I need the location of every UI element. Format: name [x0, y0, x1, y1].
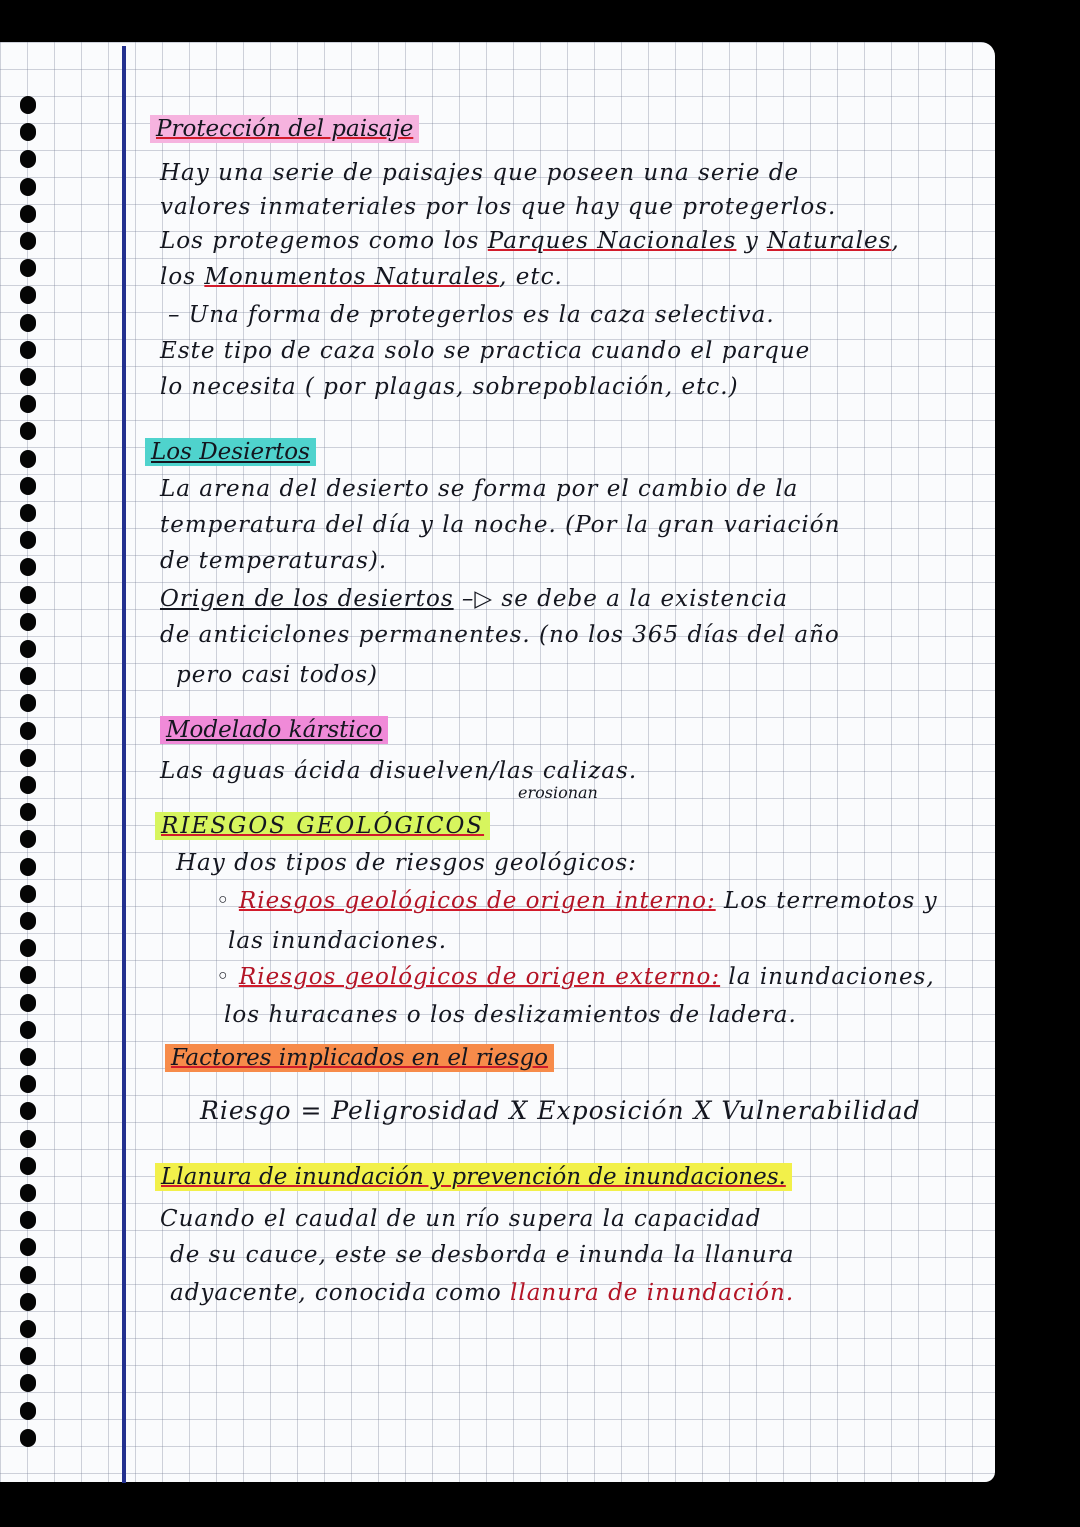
formula-riesgo: Riesgo = Peligrosidad X Exposición X Vulnerabilidad [200, 1096, 921, 1125]
s3-line-1: Las aguas ácida disuelven/las calizas. [160, 758, 638, 784]
margin-line [122, 46, 126, 1484]
spiral-hole [20, 1184, 36, 1202]
llanura-de-inundacion: llanura de inundación [510, 1280, 786, 1306]
spiral-hole [20, 314, 36, 332]
spiral-hole [20, 1157, 36, 1175]
spiral-hole [20, 1374, 36, 1392]
text: la inundaciones, [720, 964, 935, 990]
spiral-hole [20, 1429, 36, 1447]
spiral-hole [20, 803, 36, 821]
spiral-hole [20, 395, 36, 413]
s2-line-3: de temperaturas). [160, 548, 388, 574]
s1-line-6: Este tipo de caza solo se practica cuando el parque [160, 338, 811, 364]
spiral-hole [20, 667, 36, 685]
origen-desiertos: Origen de los desiertos [160, 586, 454, 612]
spiral-hole [20, 749, 36, 767]
text: Los protegemos como los [160, 228, 488, 254]
spiral-hole [20, 450, 36, 468]
bullet-icon: ◦ [216, 964, 239, 990]
spiral-hole [20, 885, 36, 903]
spiral-hole [20, 1238, 36, 1256]
s1-line-5: – Una forma de protegerlos es la caza selectiva. [168, 302, 775, 328]
heading-llanura-inundacion [155, 1163, 792, 1191]
text: , etc. [499, 264, 563, 290]
s1-line-4 [160, 262, 563, 292]
spiral-hole [20, 1021, 36, 1039]
text: , [891, 228, 900, 254]
parques-nacionales: Parques Nacionales [487, 228, 737, 254]
spiral-hole [20, 994, 36, 1012]
heading-factores [165, 1044, 554, 1072]
heading-modelado-karstico [160, 716, 388, 744]
s1-line-3 [160, 226, 900, 256]
riesgo-interno: Riesgos geológicos de origen interno: [238, 888, 716, 914]
s2-line-5: de anticiclones permanentes. (no los 365 días del año [160, 622, 840, 648]
heading-text: Modelado kárstico [166, 717, 383, 743]
heading-text: RIESGOS GEOLÓGICOS [161, 813, 485, 839]
spiral-hole [20, 1402, 36, 1420]
text: los [160, 264, 205, 290]
s4-bullet-2 [216, 962, 935, 992]
heading-text: Factores implicados en el riesgo [171, 1045, 549, 1071]
spiral-hole [20, 531, 36, 549]
spiral-hole [20, 123, 36, 141]
heading-text: Protección del paisaje [156, 116, 414, 142]
s3-note-erosionan: erosionan [518, 783, 598, 802]
text: –▷ se debe a la existencia [453, 586, 788, 612]
s1-line-1: Hay una serie de paisajes que poseen una serie de [160, 160, 800, 186]
spiral-hole [20, 640, 36, 658]
spiral-hole [20, 477, 36, 495]
spiral-hole [20, 341, 36, 359]
spiral-hole [20, 286, 36, 304]
text: . [785, 1280, 795, 1306]
text: y [736, 228, 768, 254]
heading-riesgos-geologicos [155, 812, 490, 840]
spiral-hole [20, 178, 36, 196]
spiral-hole [20, 586, 36, 604]
spiral-hole [20, 259, 36, 277]
s2-line-6: pero casi todos) [176, 662, 378, 688]
s4-bullet-1 [216, 886, 938, 916]
spiral-hole [20, 422, 36, 440]
background-band [0, 1483, 1080, 1527]
naturales: Naturales [767, 228, 892, 254]
spiral-hole [20, 504, 36, 522]
spiral-hole [20, 858, 36, 876]
s2-line-2: temperatura del día y la noche. (Por la gran variación [160, 512, 841, 538]
s2-line-1: La arena del desierto se forma por el cambio de la [160, 476, 799, 502]
s2-line-4 [160, 584, 788, 614]
s4-line-1: Hay dos tipos de riesgos geológicos: [176, 850, 637, 876]
s6-line-3 [170, 1278, 794, 1308]
s6-line-2: de su cauce, este se desborda e inunda la llanura [170, 1242, 795, 1268]
spiral-hole [20, 1293, 36, 1311]
spiral-hole [20, 1048, 36, 1066]
spiral-hole [20, 966, 36, 984]
spiral-hole [20, 830, 36, 848]
spiral-hole [20, 368, 36, 386]
spiral-hole [20, 776, 36, 794]
s1-line-7: lo necesita ( por plagas, sobrepoblación, etc.) [160, 374, 739, 400]
s1-line-2: valores inmateriales por los que hay que protegerlos. [160, 194, 837, 220]
spiral-hole [20, 912, 36, 930]
spiral-hole [20, 1102, 36, 1120]
spiral-hole [20, 1320, 36, 1338]
spiral-hole [20, 1266, 36, 1284]
spiral-hole [20, 205, 36, 223]
spiral-hole [20, 1130, 36, 1148]
spiral-hole [20, 694, 36, 712]
heading-text: Los Desiertos [151, 439, 310, 465]
bullet-icon: ◦ [216, 888, 239, 914]
monumentos-naturales: Monumentos Naturales [204, 264, 500, 290]
spiral-hole [20, 232, 36, 250]
spiral-hole [20, 96, 36, 114]
spiral-hole [20, 1347, 36, 1365]
text: adyacente, conocida como [170, 1280, 510, 1306]
spiral-holes [0, 96, 40, 1486]
s4-bullet-1-cont: las inundaciones. [228, 928, 448, 954]
s6-line-1: Cuando el caudal de un río supera la capacidad [160, 1206, 762, 1232]
spiral-hole [20, 558, 36, 576]
spiral-hole [20, 722, 36, 740]
heading-proteccion-paisaje [150, 115, 419, 143]
riesgo-externo: Riesgos geológicos de origen externo: [238, 964, 721, 990]
heading-desiertos [145, 438, 316, 466]
s4-bullet-2-cont: los huracanes o los deslizamientos de ladera. [224, 1002, 797, 1028]
spiral-hole [20, 150, 36, 168]
text: Los terremotos y [715, 888, 938, 914]
spiral-hole [20, 1211, 36, 1229]
spiral-hole [20, 939, 36, 957]
heading-text: Llanura de inundación y prevención de inundaciones. [161, 1164, 786, 1190]
spiral-hole [20, 613, 36, 631]
spiral-hole [20, 1075, 36, 1093]
